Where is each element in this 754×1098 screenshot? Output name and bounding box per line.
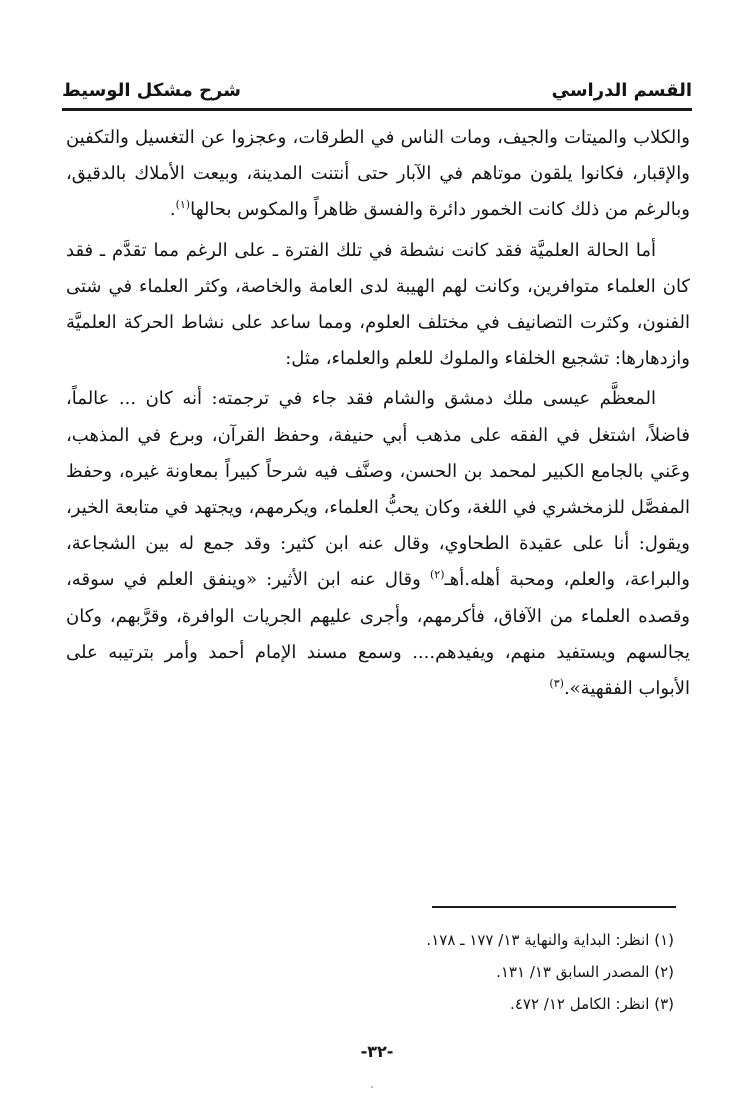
scan-speck — [371, 1086, 373, 1088]
footnote-1: (١) انظر: البداية والنهاية ١٣/ ١٧٧ ـ ١٧٨. — [426, 931, 674, 949]
footnote-2: (٢) المصدر السابق ١٣/ ١٣١. — [496, 963, 674, 981]
paragraph-2 — [66, 233, 690, 378]
section-title: القسم الدراسي — [551, 80, 692, 101]
paragraph-1 — [66, 120, 690, 229]
paragraph-3-text-b: وقال عنه ابن الأثير: «وينفق العلم في سوقه، وقصده العلماء من الآفاق، فأكرمهم، وأجرى عليهم الجريات الوافرة، وقرَّبهم، وكان يجالسهم ويستفيد منهم، ويفيدهم.... وسمع مسند الإمام أحمد وأمر بترتيبه على الأبواب الفقهية». — [66, 569, 690, 700]
footnote-separator — [432, 906, 676, 908]
running-header — [62, 78, 692, 111]
paragraph-3 — [66, 381, 690, 707]
footnotes — [66, 924, 674, 1020]
footnote-ref-1: (١) — [175, 198, 191, 212]
paragraph-2-text: أما الحالة العلميَّة فقد كانت نشطة في تلك الفترة ـ على الرغم مما تقدَّم ـ فقد كان العلماء متوافرين، وكانت لهم الهيبة لدى العامة والخاصة، وكثر العلماء في شتى الفنون، وكثرت التصانيف في مختلف العلوم، ومما ساعد على نشاط الحركة العلميَّة وازدهارها: تشجيع الخلفاء والملوك للعلم والعلماء، مثل: — [66, 239, 690, 370]
footnote-3: (٣) انظر: الكامل ١٢/ ٤٧٢. — [510, 995, 674, 1013]
footnote-ref-2: (٢) — [429, 568, 445, 582]
paragraph-3-text-a: المعظَّم عيسى ملك دمشق والشام فقد جاء في ترجمته: أنه كان ... عالماً، فاضلاً، اشتغل في الفقه على مذهب أبي حنيفة، وحفظ القرآن، وبرع في المذهب، وعَني بالجامع الكبير لمحمد بن الحسن، وصنَّف فيه شرحاً كبيراً بمعاونة غيره، وحفظ المفصَّل للزمخشري في اللغة، وكان يحبُّ العلماء، ويكرمهم، ويجتهد في متابعة الخير، ويقول: أنا على عقيدة الطحاوي، وقال عنه ابن كثير: وقد جمع له بين الشجاعة، والبراعة، والعلم، ومحبة أهله.أهـ — [66, 388, 690, 591]
page-number: -٣٢- — [360, 1042, 394, 1061]
footnote-ref-3: (٣) — [549, 677, 564, 691]
paragraph-1-text: والكلاب والميتات والجيف، ومات الناس في الطرقات، وعجزوا عن التغسيل والتكفين والإقبار، فكانوا يلقون موتاهم في الآبار حتى أنتنت المدينة، وبيعت الأملاك بالدقيق، وبالرغم من ذلك كانت الخمور دائرة والفسق ظاهراً والمكوس بحالها — [66, 127, 690, 221]
main-text — [66, 120, 690, 707]
paragraph-1-end: . — [169, 199, 176, 221]
book-title: شرح مشكل الوسيط — [62, 80, 241, 101]
